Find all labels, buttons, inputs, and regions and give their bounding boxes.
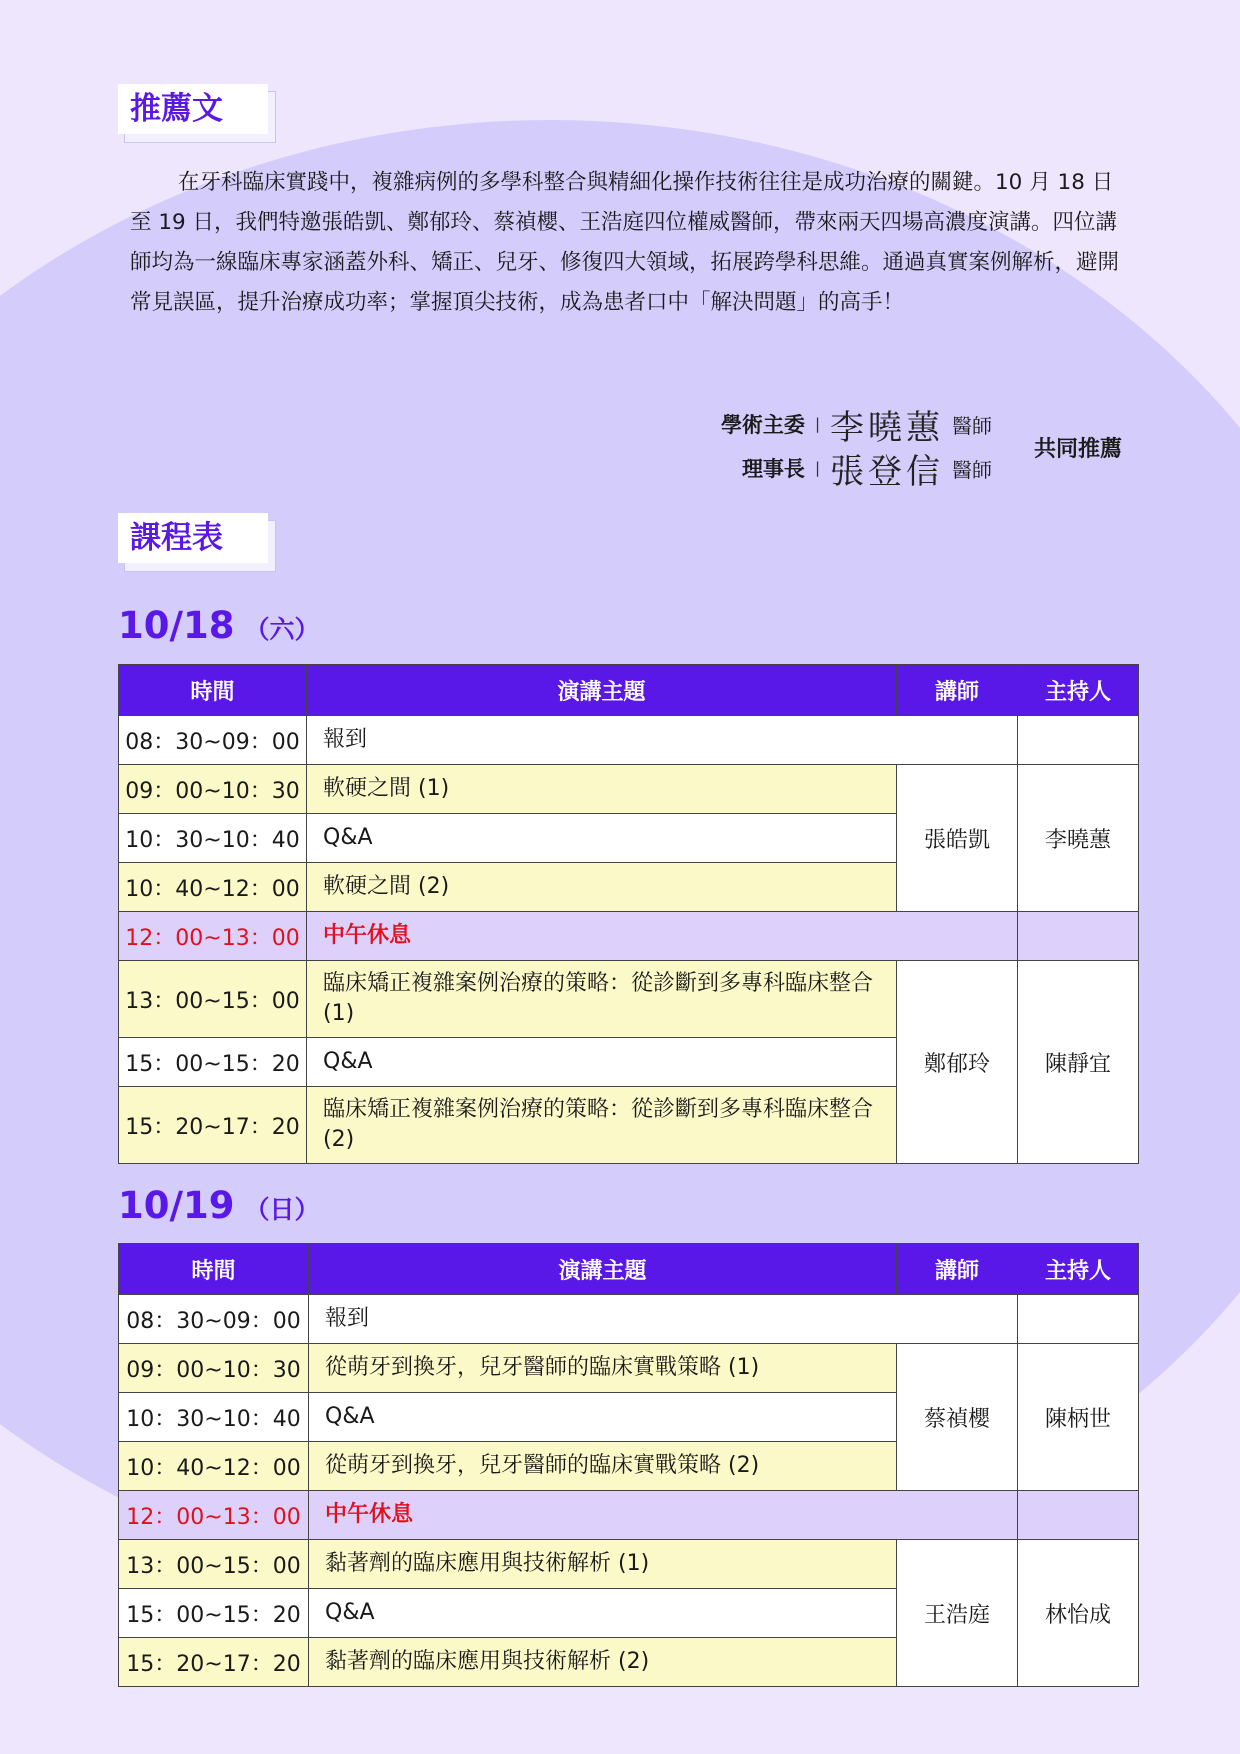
- topic-cell: 黏著劑的臨床應用與技術解析 (2): [309, 1638, 897, 1687]
- table-row: [119, 1540, 1139, 1589]
- topic-cell: Q&A: [309, 1393, 897, 1442]
- recommendation-heading: 推薦文: [118, 84, 268, 134]
- time-cell: 10：30~10：40: [119, 814, 307, 863]
- lunch-row: [119, 912, 1139, 961]
- table-row: [119, 765, 1139, 814]
- day-title: [118, 604, 320, 647]
- day-weekday: （六）: [244, 615, 320, 644]
- topic-cell: 臨床矯正複雜案例治療的策略：從診斷到多專科臨床整合 (2): [307, 1087, 897, 1164]
- topic-cell: 從萌牙到換牙，兒牙醫師的臨床實戰策略 (1): [309, 1344, 897, 1393]
- time-cell: 13：00~15：00: [119, 961, 307, 1038]
- speaker-cell: 張皓凱: [897, 765, 1018, 912]
- topic-cell: 中午休息: [307, 912, 1018, 961]
- time-cell: 08：30~09：00: [119, 716, 307, 765]
- time-cell: 13：00~15：00: [119, 1540, 309, 1589]
- host-cell: 李曉蕙: [1018, 765, 1139, 912]
- topic-cell: 中午休息: [309, 1491, 1018, 1540]
- table-header-row: [119, 1244, 1139, 1295]
- day-weekday: （日）: [244, 1195, 320, 1224]
- signer-title: 醫師: [952, 413, 992, 438]
- recommendation-paragraph: 在牙科臨床實踐中，複雜病例的多學科整合與精細化操作技術往往是成功治療的關鍵。10 月 18 日至 19 日，我們特邀張皓凱、鄭郁玲、蔡禎櫻、王浩庭四位權威醫師，帶來兩天四場高濃度演講。四位講師均為一線臨床專家涵蓋外科、矯正、兒牙、修復四大領域，拓展跨學科思維。通過真實案例解析，避開常見誤區，提升治療成功率；掌握頂尖技術，成為患者口中「解決問題」的高手！: [130, 170, 1120, 315]
- topic-cell: 軟硬之間 (2): [307, 863, 897, 912]
- column-header-host: 主持人: [1018, 1244, 1139, 1295]
- table-header-row: [119, 665, 1139, 716]
- signer-row: [721, 402, 992, 446]
- table-row: [119, 716, 1139, 765]
- lunch-row: [119, 1491, 1139, 1540]
- recommendation-heading-tag: [118, 84, 268, 136]
- time-cell: 15：20~17：20: [119, 1087, 307, 1164]
- speaker-cell: 蔡禎櫻: [897, 1344, 1018, 1491]
- topic-cell: 從萌牙到換牙，兒牙醫師的臨床實戰策略 (2): [309, 1442, 897, 1491]
- time-cell: 15：20~17：20: [119, 1638, 309, 1687]
- signature-block: [690, 402, 1130, 492]
- column-header-topic: 演講主題: [309, 1244, 897, 1295]
- day-title: [118, 1184, 320, 1227]
- signer-role: 理事長: [741, 457, 805, 481]
- column-header-time: 時間: [119, 1244, 309, 1295]
- time-cell: 10：30~10：40: [119, 1393, 309, 1442]
- column-header-speaker: 講師: [897, 1244, 1018, 1295]
- empty-cell: [1018, 716, 1139, 765]
- divider: |: [814, 415, 820, 433]
- day-date: 10/18: [118, 604, 235, 647]
- host-cell: 陳柄世: [1018, 1344, 1139, 1491]
- co-recommend-label: 共同推薦: [1033, 437, 1122, 462]
- column-header-speaker: 講師: [897, 665, 1018, 716]
- schedule-table-day2: [118, 1243, 1139, 1687]
- empty-cell: [1018, 1295, 1139, 1344]
- signer-title: 醫師: [952, 457, 992, 482]
- topic-cell: 軟硬之間 (1): [307, 765, 897, 814]
- topic-cell: 黏著劑的臨床應用與技術解析 (1): [309, 1540, 897, 1589]
- time-cell: 09：00~10：30: [119, 1344, 309, 1393]
- time-cell: 08：30~09：00: [119, 1295, 309, 1344]
- signer-signature: 李曉蕙: [830, 407, 944, 448]
- topic-cell: 報到: [307, 716, 1018, 765]
- topic-cell: 報到: [309, 1295, 1018, 1344]
- column-header-host: 主持人: [1018, 665, 1139, 716]
- speaker-cell: 王浩庭: [897, 1540, 1018, 1687]
- time-cell: 15：00~15：20: [119, 1038, 307, 1087]
- topic-cell: Q&A: [309, 1589, 897, 1638]
- column-header-topic: 演講主題: [307, 665, 897, 716]
- signer-role: 學術主委: [720, 413, 805, 437]
- time-cell: 12：00~13：00: [119, 1491, 309, 1540]
- empty-cell: [1018, 1491, 1139, 1540]
- time-cell: 12：00~13：00: [119, 912, 307, 961]
- time-cell: 09：00~10：30: [119, 765, 307, 814]
- schedule-heading: 課程表: [118, 513, 268, 563]
- schedule-table-day1: [118, 664, 1139, 1164]
- table-row: [119, 1295, 1139, 1344]
- host-cell: 林怡成: [1018, 1540, 1139, 1687]
- table-row: [119, 1344, 1139, 1393]
- host-cell: 陳靜宜: [1018, 961, 1139, 1164]
- topic-cell: Q&A: [307, 814, 897, 863]
- schedule-heading-tag: [118, 513, 268, 565]
- divider: |: [814, 459, 820, 477]
- signer-row: [742, 446, 992, 490]
- signer-signature: 張登信: [830, 451, 944, 492]
- topic-cell: Q&A: [307, 1038, 897, 1087]
- topic-cell: 臨床矯正複雜案例治療的策略：從診斷到多專科臨床整合 (1): [307, 961, 897, 1038]
- empty-cell: [1018, 912, 1139, 961]
- time-cell: 10：40~12：00: [119, 863, 307, 912]
- speaker-cell: 鄭郁玲: [897, 961, 1018, 1164]
- time-cell: 10：40~12：00: [119, 1442, 309, 1491]
- column-header-time: 時間: [119, 665, 307, 716]
- time-cell: 15：00~15：20: [119, 1589, 309, 1638]
- table-row: [119, 961, 1139, 1038]
- day-date: 10/19: [118, 1184, 235, 1227]
